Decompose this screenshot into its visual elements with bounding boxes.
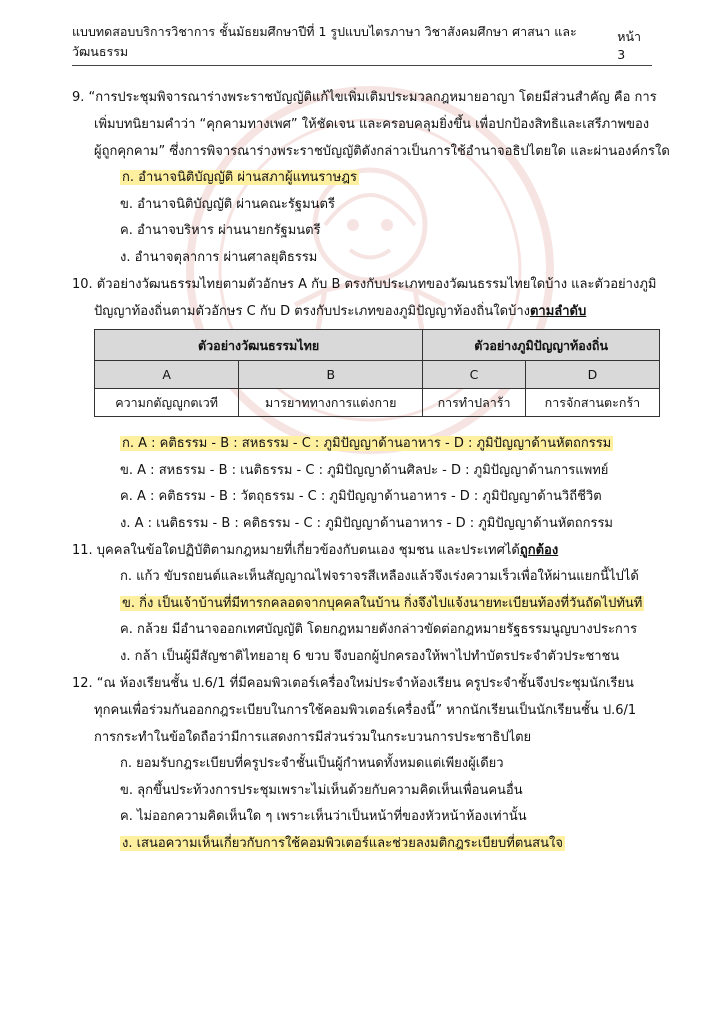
question-11-line-1 bbox=[72, 537, 658, 564]
q11-choice-b-text: ข. กิ่ง เป็นเจ้าบ้านที่มีทารกคลอดจากบุคคลในบ้าน กิ่งจึงไปแจ้งนายทะเบียนท้องที่วันถัดไปทันที bbox=[122, 595, 643, 611]
question-12-line-1: 12. “ณ ห้องเรียนชั้น ป.6/1 ที่มีคอมพิวเตอร์เครื่องใหม่ประจำห้องเรียน ครูประจำชั้นจึงประชุมนักเรียน bbox=[72, 676, 634, 691]
q9-choice-d[interactable]: ง. อำนาจตุลาการ ผ่านศาลยุติธรรม bbox=[120, 249, 318, 265]
question-12-line-3: การกระทำในข้อใดถือว่ามีการแสดงการมีส่วนร่วมในกระบวนการประชาธิปไตย bbox=[94, 730, 532, 745]
question-10-line-2 bbox=[72, 298, 658, 325]
question-9-line-1: 9. “การประชุมพิจารณาร่างพระราชบัญญัติแก้ไขเพิ่มเติมประมวลกฎหมายอาญา โดยมีส่วนสำคัญ คือ การ bbox=[72, 90, 657, 105]
q10-choices bbox=[72, 427, 658, 537]
q11-choice-c[interactable]: ค. กล้วย มีอำนาจออกเทศบัญญัติ โดยกฎหมายดังกล่าวขัดต่อกฎหมายรัฐธรรมนูญบางประการ bbox=[120, 622, 638, 637]
table-example-d: การจักสานตะกร้า bbox=[525, 389, 659, 417]
q12-choice-c[interactable]: ค. ไม่ออกความคิดเห็นใด ๆ เพราะเห็นว่าเป็นหน้าที่ของหัวหน้าห้องเท่านั้น bbox=[120, 809, 527, 824]
q12-choice-b[interactable]: ข. ลุกขึ้นประท้วงการประชุมเพราะไม่เห็นด้วยกับความคิดเห็นเพื่อนคนอื่น bbox=[120, 782, 523, 798]
q9-choice-a[interactable] bbox=[72, 165, 658, 192]
question-12 bbox=[72, 670, 658, 857]
table-letter-d: D bbox=[525, 361, 659, 389]
question-11-emphasis: ถูกต้อง bbox=[519, 543, 559, 558]
q11-choice-a[interactable]: ก. แก้ว ขับรถยนต์และเห็นสัญญาณไฟจราจรสีเหลืองแล้วจึงเร่งความเร็วเพื่อให้ผ่านแยกนี้ไปได้ bbox=[120, 569, 639, 584]
question-10 bbox=[72, 271, 658, 537]
q9-choice-b[interactable]: ข. อำนาจนิติบัญญัติ ผ่านคณะรัฐมนตรี bbox=[120, 196, 335, 212]
table-letter-b: B bbox=[239, 361, 423, 389]
table-head-local-wisdom: ตัวอย่างภูมิปัญญาท้องถิ่น bbox=[423, 330, 660, 361]
question-9-line-2: เพิ่มบทนิยามคำว่า “คุกคามทางเพศ” ให้ชัดเจน และครอบคลุมยิ่งขึ้น เพื่อปกป้องสิทธิและเสรีภาพของ bbox=[94, 117, 650, 132]
q12-choice-a[interactable]: ก. ยอมรับกฎระเบียบที่ครูประจำชั้นเป็นผู้กำหนดทั้งหมดแต่เพียงผู้เดียว bbox=[120, 756, 504, 771]
q12-choice-d[interactable] bbox=[72, 831, 658, 858]
table-letter-c: C bbox=[423, 361, 526, 389]
q10-choice-b[interactable]: ข. A : สหธรรม - B : เนติธรรม - C : ภูมิปัญญาด้านศิลปะ - D : ภูมิปัญญาด้านการแพทย์ bbox=[120, 462, 609, 478]
q9-choice-a-text: ก. อำนาจนิติบัญญัติ ผ่านสภาผู้แทนราษฎร bbox=[122, 170, 357, 185]
q10-choice-a[interactable] bbox=[72, 431, 658, 458]
question-10-line-2-text: ปัญญาท้องถิ่นตามตัวอักษร C กับ D ตรงกับประเภทของภูมิปัญญาท้องถิ่นใดบ้าง bbox=[94, 304, 530, 319]
table-letter-a: A bbox=[95, 361, 239, 389]
table-head-thai-culture: ตัวอย่างวัฒนธรรมไทย bbox=[95, 330, 423, 361]
header-title: แบบทดสอบบริการวิชาการ ชั้นมัธยมศึกษาปีที่ 1 รูปแบบไตรภาษา วิชาสังคมศึกษา ศาสนา และวัฒนธรรม bbox=[72, 24, 577, 59]
question-9-line-3: ผู้ถูกคุกคาม” ซึ่งการพิจารณาร่างพระราชบัญญัติดังกล่าวเป็นการใช้อำนาจอธิปไตยใด และผ่านองค์กรใด bbox=[94, 144, 670, 159]
question-10-line-1: 10. ตัวอย่างวัฒนธรรมไทยตามตัวอักษร A กับ B ตรงกับประเภทของวัฒนธรรมไทยใดบ้าง และตัวอย่างภูมิ bbox=[72, 277, 657, 292]
q10-choice-c[interactable]: ค. A : คติธรรม - B : วัตถุธรรม - C : ภูมิปัญญาด้านอาหาร - D : ภูมิปัญญาด้านวิถีชีวิต bbox=[120, 489, 602, 504]
q11-choice-d[interactable]: ง. กล้า เป็นผู้มีสัญชาติไทยอายุ 6 ขวบ จึงบอกผู้ปกครองให้พาไปทำบัตรประจำตัวประชาชน bbox=[120, 648, 620, 664]
question-10-emphasis: ตามลำดับ bbox=[529, 304, 587, 319]
question-9 bbox=[72, 84, 670, 271]
exam-content bbox=[72, 84, 670, 857]
q10-choice-d[interactable]: ง. A : เนติธรรม - B : คติธรรม - C : ภูมิปัญญาด้านอาหาร - D : ภูมิปัญญาด้านหัตถกรรม bbox=[120, 515, 613, 531]
question-11-line-1-text: 11. บุคคลในข้อใดปฏิบัติตามกฎหมายที่เกี่ยวข้องกับตนเอง ชุมชน และประเทศได้ bbox=[72, 543, 520, 558]
question-11 bbox=[72, 537, 658, 670]
culture-example-table bbox=[94, 329, 660, 417]
page-number: หน้า 3 bbox=[617, 29, 642, 62]
q9-choice-c[interactable]: ค. อำนาจบริหาร ผ่านนายกรัฐมนตรี bbox=[120, 223, 321, 238]
q11-choice-b[interactable] bbox=[72, 591, 658, 618]
question-12-line-2: ทุกคนเพื่อร่วมกันออกกฎระเบียบในการใช้คอมพิวเตอร์เครื่องนี้” หากนักเรียนเป็นนักเรียนชั้น ป.6/1 bbox=[94, 703, 637, 718]
table-example-c: การทำปลาร้า bbox=[423, 389, 526, 417]
table-example-b: มารยาททางการแต่งกาย bbox=[239, 389, 423, 417]
q10-choice-a-text: ก. A : คติธรรม - B : สหธรรม - C : ภูมิปัญญาด้านอาหาร - D : ภูมิปัญญาด้านหัตถกรรม bbox=[122, 436, 612, 451]
page-header bbox=[72, 24, 652, 66]
table-example-a: ความกตัญญูกตเวที bbox=[95, 389, 239, 417]
q12-choice-d-text: ง. เสนอความเห็นเกี่ยวกับการใช้คอมพิวเตอร์และช่วยลงมติกฎระเบียบที่ตนสนใจ bbox=[122, 835, 563, 851]
